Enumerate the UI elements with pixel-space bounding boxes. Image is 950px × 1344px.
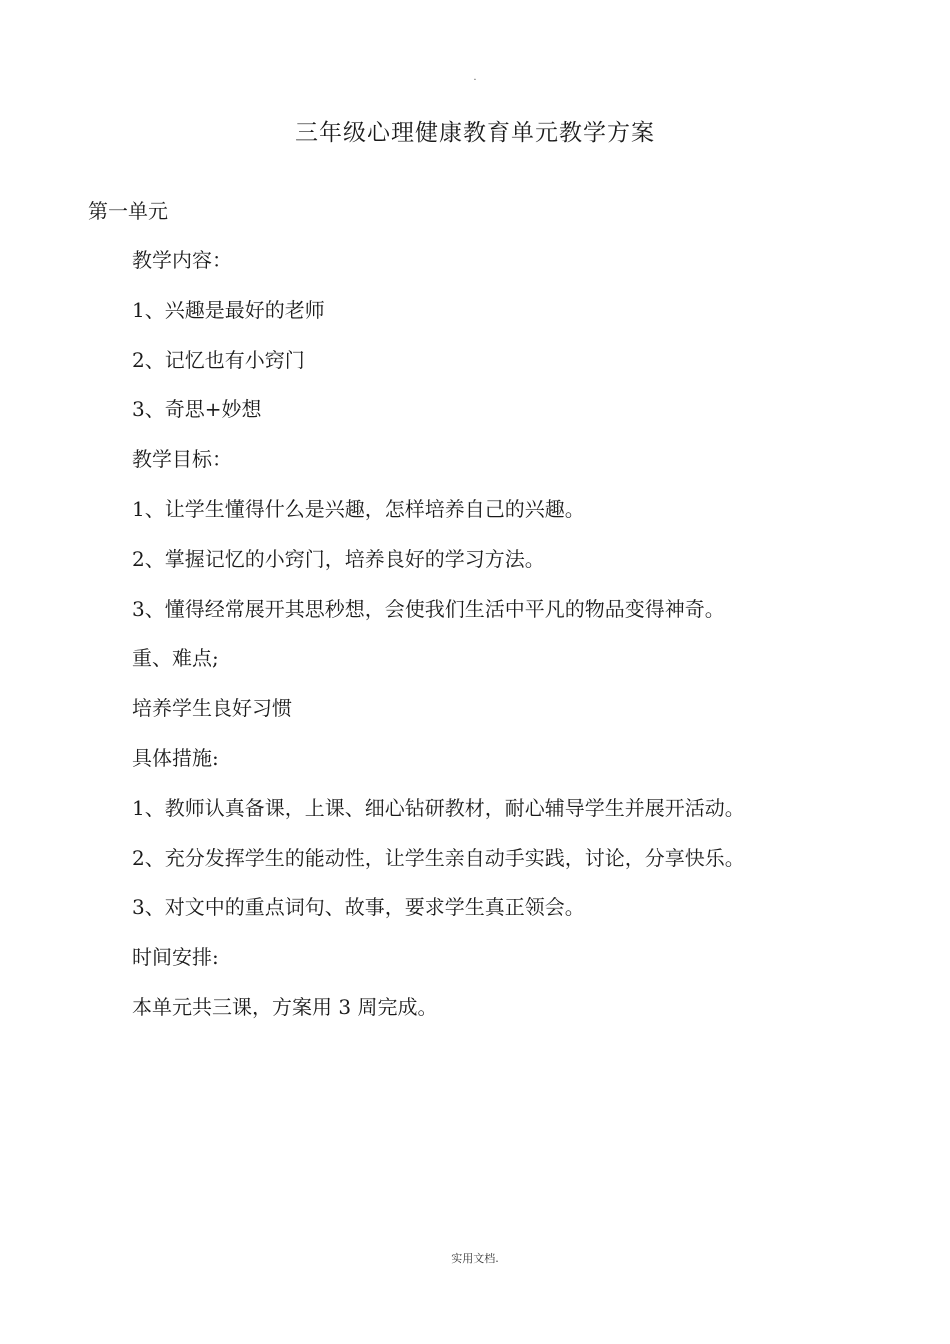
list-item: 1、兴趣是最好的老师 xyxy=(132,297,325,322)
header-mark: . xyxy=(473,72,477,83)
list-item: 3、对文中的重点词句、故事，要求学生真正领会。 xyxy=(132,895,585,920)
list-item: 2、充分发挥学生的能动性，让学生亲自动手实践，讨论，分享快乐。 xyxy=(132,845,745,870)
list-item: 1、教师认真备课，上课、细心钻研教材，耐心辅导学生并展开活动。 xyxy=(132,795,745,820)
section-label-goals: 教学目标： xyxy=(132,447,232,472)
list-item: 1、让学生懂得什么是兴趣，怎样培养自己的兴趣。 xyxy=(132,496,585,521)
paragraph: 本单元共三课，方案用 3 周完成。 xyxy=(132,994,438,1019)
section-label-measures: 具体措施: xyxy=(132,745,219,770)
page-footer: 实用文档. xyxy=(451,1252,499,1265)
list-item: 3、奇思+妙想 xyxy=(132,397,262,422)
content-lines xyxy=(132,246,912,1043)
section-label-content: 教学内容： xyxy=(132,248,232,272)
list-item: 2、记忆也有小窍门 xyxy=(132,347,305,372)
paragraph: 培养学生良好习惯 xyxy=(132,696,292,721)
section-label-key-points: 重、难点; xyxy=(132,646,219,671)
section-label-schedule: 时间安排: xyxy=(132,945,219,970)
unit-heading: 第一单元 xyxy=(88,199,168,223)
list-item: 3、懂得经常展开其思秒想，会使我们生活中平凡的物品变得神奇。 xyxy=(132,596,725,621)
document-title: 三年级心理健康教育单元教学方案 xyxy=(295,120,655,146)
list-item: 2、掌握记忆的小窍门，培养良好的学习方法。 xyxy=(132,546,545,571)
